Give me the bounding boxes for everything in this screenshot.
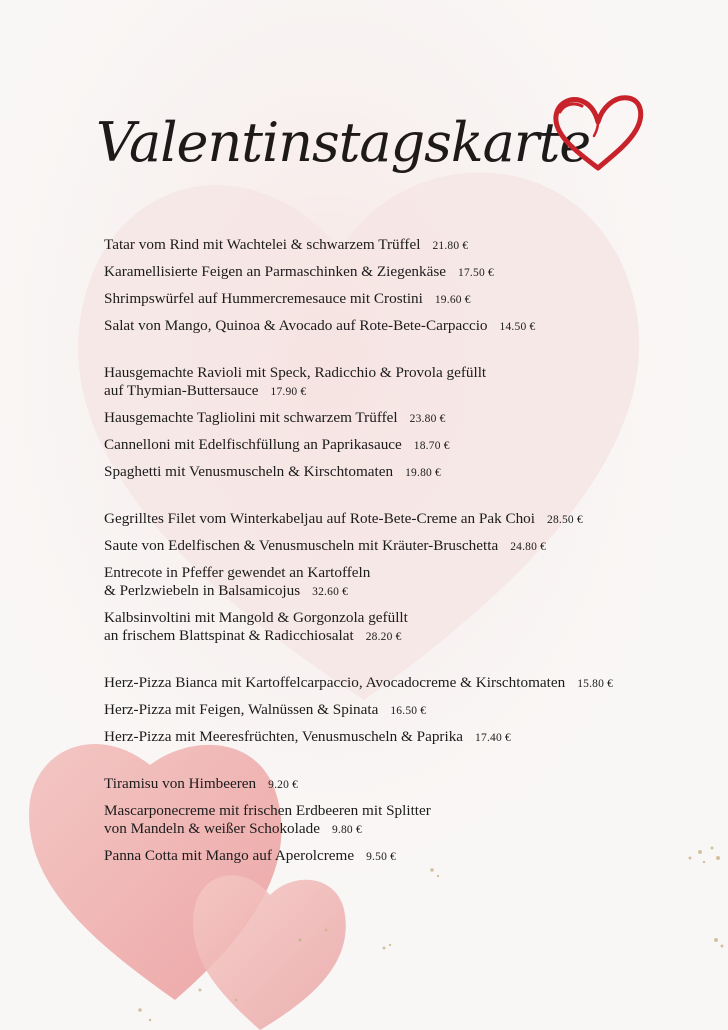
menu-list: [104, 236, 704, 894]
item-line: Entrecote in Pfeffer gewendet an Kartoffeln: [104, 564, 371, 581]
item-price: 18.70 €: [413, 440, 450, 452]
item-line: Tiramisu von Himbeeren: [104, 775, 257, 792]
item-price: 21.80 €: [432, 240, 469, 252]
item-line: Tatar vom Rind mit Wachtelei & schwarzem Trüffel: [104, 236, 421, 253]
item-line: Saute von Edelfischen & Venusmuscheln mit Kräuter-Bruschetta: [104, 537, 499, 554]
item-price: 9.20 €: [268, 779, 299, 791]
menu-item: [104, 728, 704, 747]
menu-section: [104, 236, 704, 336]
item-price: 9.80 €: [331, 824, 362, 836]
menu-item: [104, 290, 704, 309]
menu-section: [104, 510, 704, 646]
menu-item: [104, 364, 704, 401]
menu-item: [104, 463, 704, 482]
item-price: 19.80 €: [405, 467, 441, 479]
menu-item: [104, 409, 704, 428]
menu-item: [104, 436, 704, 455]
menu-item: [104, 564, 704, 601]
item-price: 17.40 €: [475, 732, 511, 744]
menu-item: [104, 537, 704, 556]
menu-section: [104, 364, 704, 482]
menu-item: [104, 317, 704, 336]
item-price: 15.80 €: [577, 678, 614, 690]
item-line: an frischem Blattspinat & Radicchiosalat: [104, 627, 354, 644]
heart-outline-icon: [546, 92, 646, 174]
menu-item: [104, 510, 704, 529]
item-line: Hausgemachte Ravioli mit Speck, Radicchio & Provola gefüllt: [104, 364, 487, 381]
item-price: 17.90 €: [270, 386, 307, 398]
item-price: 23.80 €: [409, 413, 446, 425]
item-line: Herz-Pizza mit Meeresfrüchten, Venusmuscheln & Paprika: [104, 728, 464, 745]
item-line: Hausgemachte Tagliolini mit schwarzem Trüffel: [104, 409, 398, 426]
item-price: 19.60 €: [434, 294, 471, 306]
page-title: Valentinstagskarte: [96, 111, 591, 174]
item-line: Herz-Pizza Bianca mit Kartoffelcarpaccio, Avocadocreme & Kirschtomaten: [104, 674, 566, 691]
item-line: & Perlzwiebeln in Balsamicojus: [104, 582, 301, 599]
item-line: Karamellisierte Feigen an Parmaschinken & Ziegenkäse: [104, 263, 447, 280]
menu-section: [104, 775, 704, 866]
item-price: 24.80 €: [510, 541, 547, 553]
menu-item: [104, 263, 704, 282]
item-price: 16.50 €: [390, 705, 427, 717]
menu-item: [104, 609, 704, 646]
item-price: 28.20 €: [365, 631, 402, 643]
item-line: auf Thymian-Buttersauce: [104, 382, 259, 399]
menu-item: [104, 674, 704, 693]
item-line: Salat von Mango, Quinoa & Avocado auf Rote-Bete-Carpaccio: [104, 317, 488, 334]
item-line: Herz-Pizza mit Feigen, Walnüssen & Spinata: [104, 701, 379, 718]
item-line: Panna Cotta mit Mango auf Aperolcreme: [104, 847, 355, 864]
menu-item: [104, 775, 704, 794]
item-line: Cannelloni mit Edelfischfüllung an Paprikasauce: [104, 436, 402, 453]
item-price: 32.60 €: [312, 586, 349, 598]
item-line: Mascarponecreme mit frischen Erdbeeren mit Splitter: [104, 802, 431, 819]
item-line: Shrimpswürfel auf Hummercremesauce mit Crostini: [104, 290, 423, 307]
item-price: 9.50 €: [366, 851, 397, 863]
menu-item: [104, 236, 704, 255]
item-line: Gegrilltes Filet vom Winterkabeljau auf Rote-Bete-Creme an Pak Choi: [104, 510, 535, 527]
menu-section: [104, 674, 704, 747]
item-price: 28.50 €: [547, 514, 583, 526]
item-line: Kalbsinvoltini mit Mangold & Gorgonzola gefüllt: [104, 609, 408, 626]
item-line: Spaghetti mit Venusmuscheln & Kirschtomaten: [104, 463, 394, 480]
item-price: 17.50 €: [458, 267, 494, 279]
menu-item: [104, 847, 704, 866]
item-line: von Mandeln & weißer Schokolade: [104, 820, 320, 837]
menu-item: [104, 802, 704, 839]
menu-item: [104, 701, 704, 720]
item-price: 14.50 €: [499, 321, 536, 333]
title-area: [96, 98, 656, 188]
